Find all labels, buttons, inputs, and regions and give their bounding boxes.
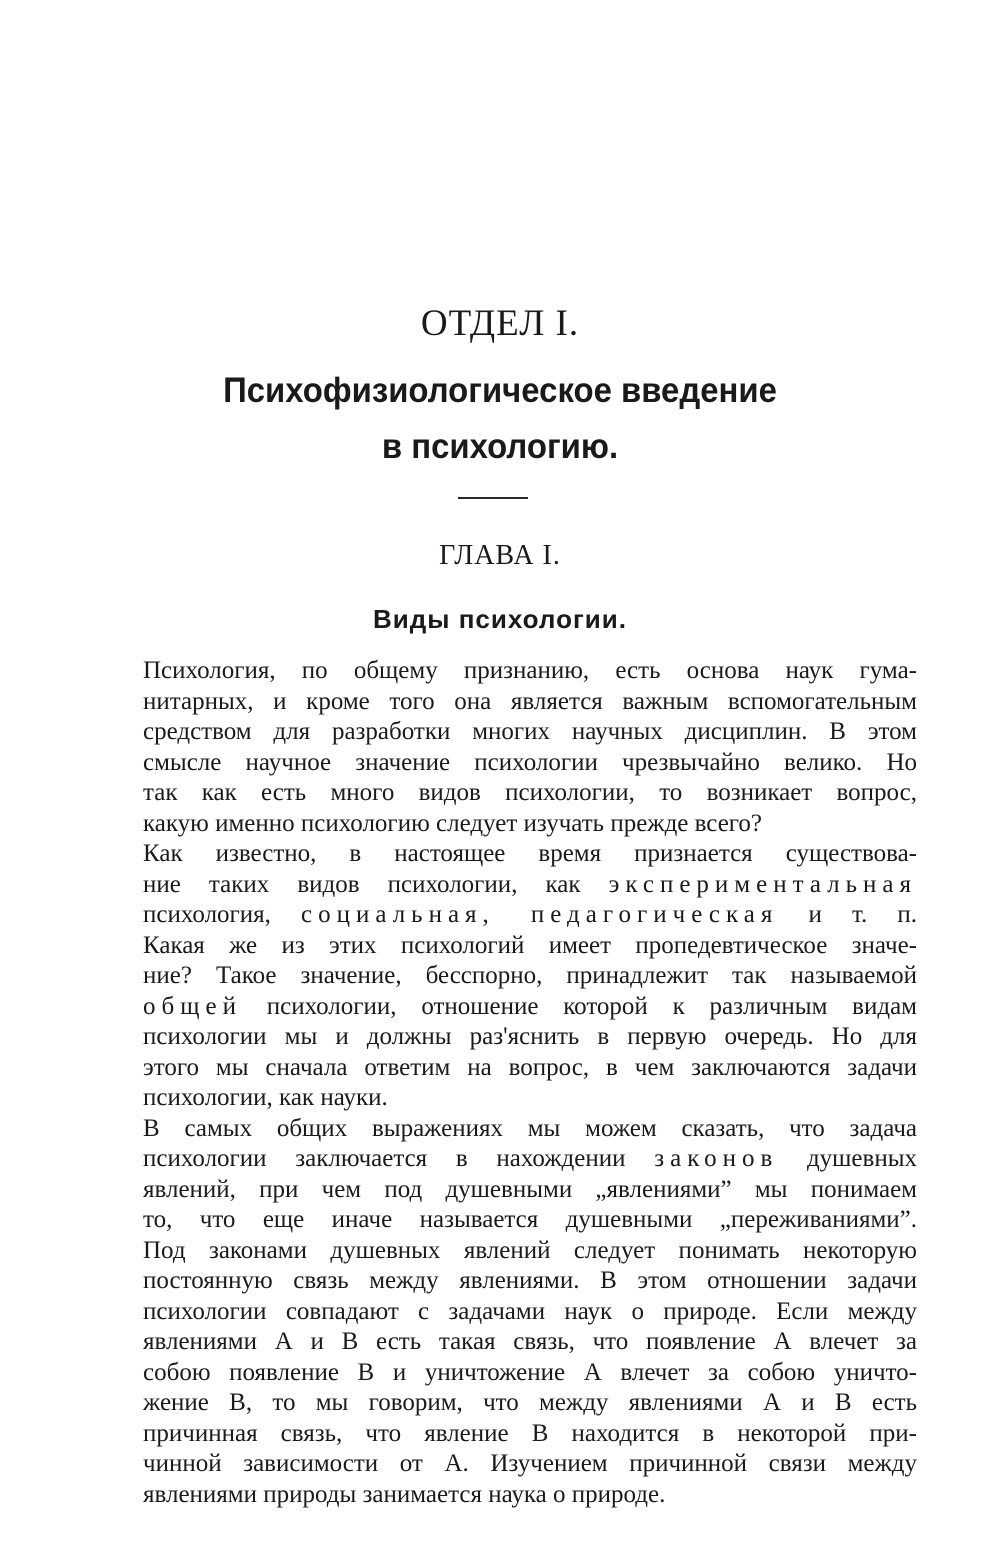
section-title bbox=[30, 363, 970, 475]
text-line: средством для разработки многих научных дисциплин. В этом bbox=[143, 718, 917, 745]
text-line: психологии, как науки. bbox=[143, 1084, 388, 1111]
section-title-line-1: Психофизиологическое введение bbox=[223, 371, 777, 410]
text-line: психологии мы и должны раз'яснить в первую очередь. Но для bbox=[143, 1023, 917, 1050]
paragraph-1 bbox=[87, 656, 917, 839]
text-line bbox=[87, 1144, 917, 1175]
text-fragment: ние таких видов психологии, как bbox=[143, 870, 609, 898]
text-line: психологии совпадают с задачами наук о природе. Если между bbox=[143, 1297, 917, 1325]
text-line: какую именно психологию следует изучать прежде всего? bbox=[143, 809, 763, 837]
text-line: явлениями А и В есть такая связь, что появление А влечет за bbox=[143, 1328, 917, 1355]
body-text bbox=[87, 656, 917, 1510]
text-line: явлениями природы занимается наука о природе. bbox=[143, 1480, 666, 1508]
text-line: так как есть много видов психологии, то возникает вопрос, bbox=[143, 779, 917, 806]
text-line: этого мы сначала ответим на вопрос, в чем заключаются задачи bbox=[143, 1053, 917, 1081]
text-line: Как известно, в настоящее время признается существова- bbox=[143, 840, 917, 867]
text-line: причинная связь, что явление В находится в некоторой при- bbox=[143, 1419, 917, 1447]
emphasis-experimental: экспериментальная bbox=[608, 870, 917, 898]
paragraph-3 bbox=[87, 1114, 917, 1511]
text-line: чинной зависимости от А. Изучением причинной связи между bbox=[143, 1450, 917, 1477]
text-line: жение В, то мы говорим, что между явлениями А и В есть bbox=[143, 1389, 917, 1416]
text-fragment: душевных bbox=[778, 1145, 917, 1172]
text-line: В самых общих выражениях мы можем сказать, что задача bbox=[143, 1114, 917, 1142]
emphasis-laws: законов bbox=[654, 1145, 779, 1172]
section-title-line-2: в психологию. bbox=[381, 427, 619, 466]
text-line bbox=[87, 992, 917, 1023]
chapter-title: Виды психологии. bbox=[373, 604, 627, 634]
chapter-label: ГЛАВА I. bbox=[439, 540, 561, 571]
emphasis-social-pedagogical: социальная, педагогическая bbox=[301, 901, 779, 928]
text-fragment: психологии заключается в нахождении bbox=[143, 1145, 655, 1172]
text-fragment: и т. п. bbox=[778, 901, 917, 928]
section-label: ОТДЕЛ I. bbox=[420, 303, 580, 344]
text-line: нитарных, и кроме того она является важным вспомогательным bbox=[143, 687, 917, 715]
text-line: явлений, при чем под душевными „явлениями” мы понимаем bbox=[143, 1175, 917, 1203]
text-line bbox=[87, 870, 917, 901]
text-line: ние? Такое значение, бесспорно, принадлежит так называемой bbox=[143, 962, 917, 989]
text-fragment: психологии, отношение которой к различным видам bbox=[241, 992, 917, 1020]
text-line: собою появление В и уничтожение А влечет за собою уничто- bbox=[143, 1358, 917, 1386]
text-line: Психология, по общему признанию, есть основа наук гума- bbox=[143, 657, 917, 684]
text-line: то, что еще иначе называется душевными „переживаниями”. bbox=[143, 1206, 917, 1233]
text-fragment: психология, bbox=[143, 901, 302, 928]
paragraph-2 bbox=[87, 839, 917, 1114]
emphasis-general: общей bbox=[143, 992, 242, 1020]
text-line bbox=[87, 900, 917, 931]
text-line: смысле научное значение психологии чрезвычайно велико. Но bbox=[143, 748, 917, 776]
text-line: Какая же из этих психологий имеет пропедевтическое значе- bbox=[143, 931, 917, 959]
separator-rule bbox=[458, 497, 528, 499]
text-line: постоянную связь между явлениями. В этом отношении задачи bbox=[143, 1267, 917, 1294]
text-line: Под законами душевных явлений следует понимать некоторую bbox=[143, 1236, 917, 1264]
